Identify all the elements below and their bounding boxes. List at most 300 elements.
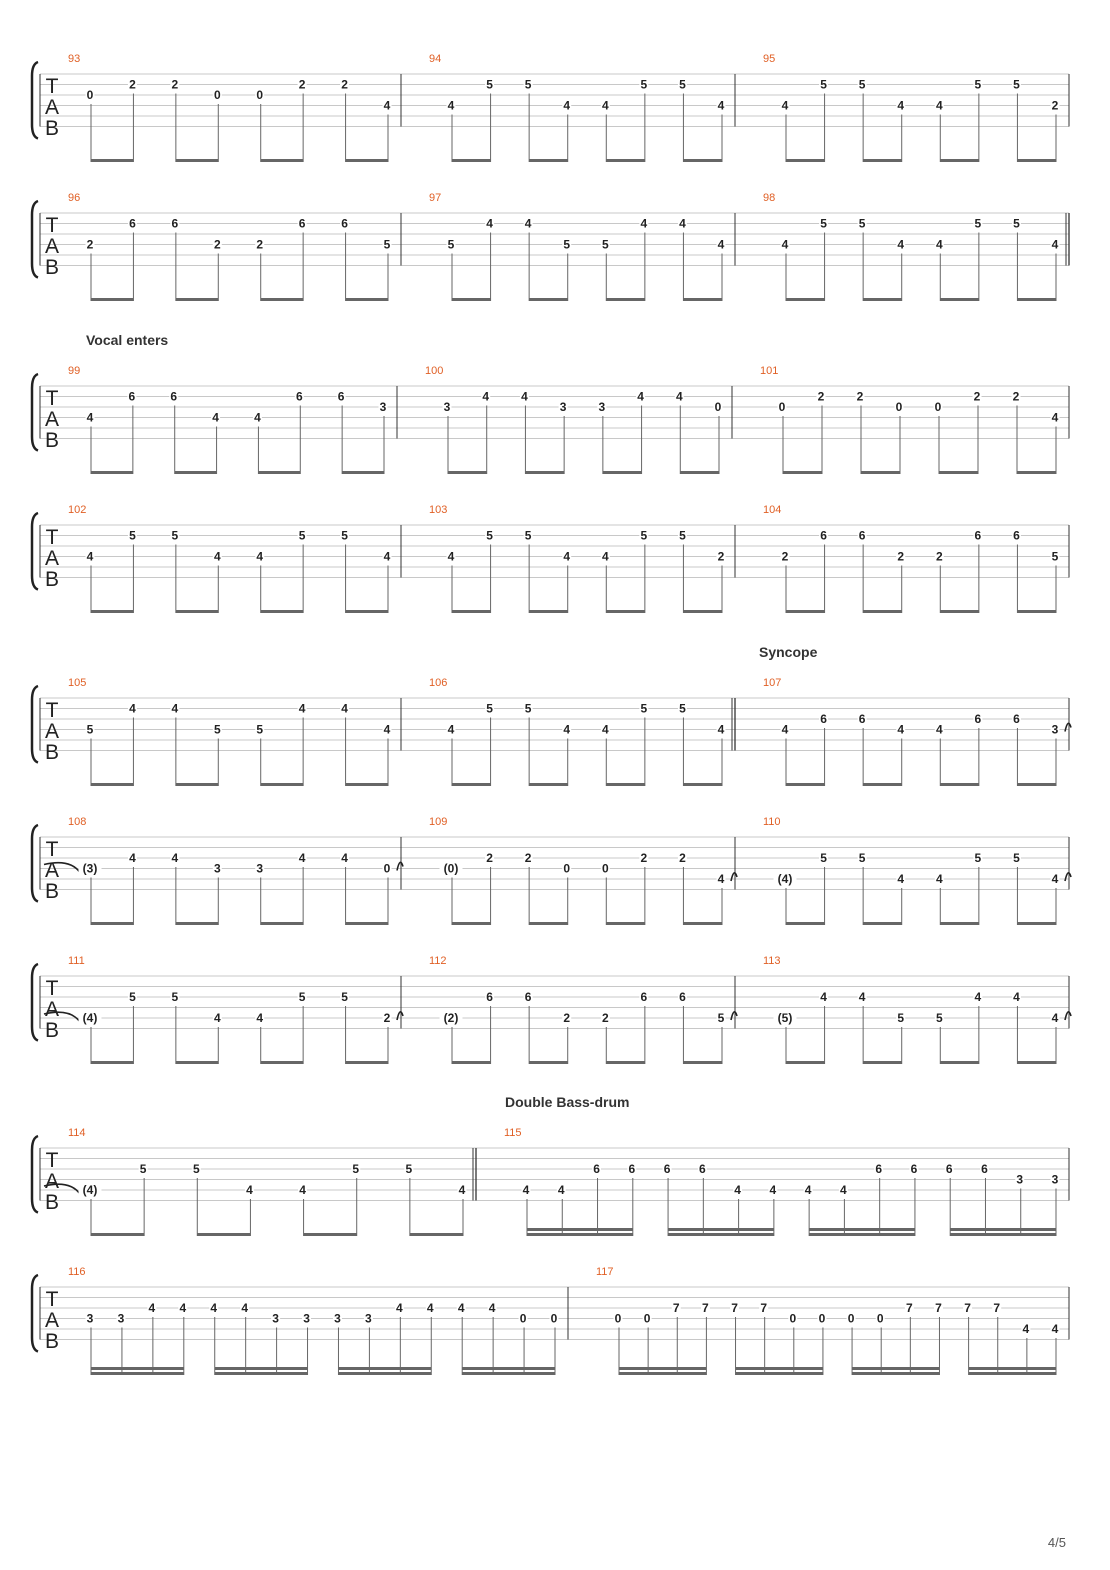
measure-number: 104 (763, 504, 782, 516)
fret-number: 5 (1013, 851, 1020, 865)
fret-number: 3 (303, 1311, 310, 1326)
fret-number: 4 (935, 722, 943, 737)
fret-number: 4 (522, 1183, 530, 1197)
beam (1017, 610, 1056, 613)
fret-number: 4 (804, 1183, 812, 1197)
fret-number: 6 (910, 1162, 918, 1176)
measure (44, 1127, 467, 1236)
fret-number: 0 (550, 1311, 558, 1326)
beam (346, 298, 388, 301)
fret-number: 5 (486, 701, 493, 716)
fret-number: 6 (820, 528, 827, 543)
measure-number: 109 (429, 816, 448, 828)
tab-clef-letter: A (44, 720, 60, 743)
fret-number: (0) (443, 861, 459, 876)
tab-clef-letter: T (45, 977, 59, 1000)
fret-number: 4 (935, 872, 943, 886)
fret-number: 2 (601, 1011, 609, 1025)
fret-number: 0 (934, 400, 942, 414)
beam (346, 783, 388, 786)
fret-number: (3) (82, 861, 98, 876)
fret-number: 7 (964, 1301, 971, 1315)
measure (760, 365, 1060, 474)
fret-number: 2 (341, 77, 348, 92)
fret-number: 4 (171, 701, 179, 716)
measure-number: 117 (596, 1266, 614, 1278)
beam (969, 1372, 1056, 1375)
fret-number: 6 (171, 216, 179, 231)
beam (668, 1228, 774, 1231)
fret-number: 4 (897, 722, 905, 737)
fret-number: 5 (139, 1162, 147, 1176)
tab-clef-letter: T (45, 1288, 59, 1311)
fret-number: 4 (212, 410, 219, 425)
beam (680, 471, 719, 474)
fret-number: 3 (86, 1311, 94, 1326)
fret-number: 0 (643, 1311, 651, 1326)
beam (410, 1233, 463, 1236)
beam (783, 471, 822, 474)
measure-number: 115 (504, 1127, 522, 1139)
fret-number: 2 (817, 389, 825, 404)
fret-number: 4 (447, 722, 455, 737)
fret-number: 6 (679, 990, 686, 1004)
beam (346, 610, 388, 613)
fret-number: 3 (256, 861, 264, 876)
beam (529, 298, 568, 301)
fret-number: 4 (1022, 1322, 1030, 1336)
beam (304, 1233, 357, 1236)
fret-number: 4 (935, 237, 943, 252)
fret-number: 2 (1012, 389, 1020, 404)
beam (683, 298, 722, 301)
beam (176, 298, 218, 301)
fret-number: 7 (731, 1301, 738, 1315)
fret-number: 6 (524, 990, 532, 1004)
beam (91, 1367, 184, 1370)
beam (603, 471, 642, 474)
beam (261, 1061, 303, 1064)
fret-number: 5 (820, 77, 827, 92)
annotation-syncope: Syncope (759, 644, 818, 660)
fret-number: 6 (820, 712, 827, 726)
system-brace (32, 1275, 38, 1352)
tab-clef-letter: B (44, 256, 60, 279)
beam (529, 159, 568, 162)
beam (683, 783, 722, 786)
fret-number: 7 (702, 1301, 709, 1315)
tab-clef-letter: B (44, 1330, 60, 1353)
tab-system (32, 955, 1071, 1064)
fret-number: 4 (1051, 872, 1059, 886)
fret-number: 6 (875, 1162, 883, 1176)
beam (786, 783, 825, 786)
measure-number: 95 (763, 53, 776, 65)
tab-clef-letter: B (44, 429, 60, 452)
beam (91, 783, 133, 786)
fret-number: 4 (675, 389, 683, 404)
beam (175, 471, 217, 474)
fret-number: 4 (299, 1183, 306, 1197)
tab-clef-letter: B (44, 1191, 60, 1214)
fret-number: 2 (640, 851, 648, 865)
tab-clef-letter: T (45, 75, 59, 98)
annotation-vocal-enters: Vocal enters (86, 332, 169, 348)
fret-number: 6 (337, 389, 345, 404)
beam (683, 922, 722, 925)
beam (527, 1228, 633, 1231)
beam (1017, 922, 1056, 925)
tab-clef-letter: A (44, 96, 60, 119)
beam (527, 1233, 633, 1236)
fret-number: 6 (628, 1162, 636, 1176)
fret-number: 4 (1051, 410, 1059, 425)
measure (429, 677, 726, 786)
beam (950, 1228, 1056, 1231)
beam (786, 922, 825, 925)
beam (462, 1372, 555, 1375)
fret-number: 6 (295, 389, 303, 404)
fret-number: 6 (974, 528, 982, 543)
fret-number: 5 (563, 237, 571, 252)
fret-number: 4 (640, 216, 648, 231)
system-brace (32, 825, 38, 902)
fret-number: 4 (601, 98, 609, 113)
fret-number: 2 (973, 389, 981, 404)
fret-number: 4 (210, 1301, 218, 1315)
fret-number: 6 (593, 1162, 600, 1176)
fret-number: 5 (1013, 216, 1020, 231)
tab-clef-letter: T (45, 214, 59, 237)
tab-clef-letter: B (44, 117, 60, 140)
fret-number: 4 (254, 410, 261, 425)
fret-number: 4 (974, 990, 982, 1004)
fret-number: 5 (640, 77, 648, 92)
fret-number: 5 (858, 851, 866, 865)
tab-system (32, 365, 1069, 474)
beam (1017, 298, 1056, 301)
fret-number: 7 (760, 1301, 768, 1315)
measure-number: 101 (760, 365, 779, 377)
beam (258, 471, 300, 474)
tab-system (32, 677, 1071, 786)
fret-number: 6 (945, 1162, 953, 1176)
fret-number: 0 (789, 1311, 797, 1326)
fret-number: 0 (876, 1311, 884, 1326)
beam (529, 610, 568, 613)
tab-clef-letter: A (44, 859, 60, 882)
beam (452, 783, 491, 786)
annotation-double-bass-drum: Double Bass-drum (505, 1094, 630, 1110)
beam (529, 922, 568, 925)
beam (606, 159, 645, 162)
fret-number: 4 (679, 216, 686, 231)
fret-number: 4 (820, 990, 827, 1004)
beam (261, 159, 303, 162)
fret-number: 5 (974, 851, 982, 865)
fret-number: 6 (170, 389, 178, 404)
beam (606, 922, 645, 925)
fret-number: 6 (858, 712, 866, 726)
fret-number: 6 (663, 1162, 671, 1176)
fret-number: 5 (897, 1011, 905, 1025)
tab-system (32, 504, 1069, 613)
measure-number: 100 (425, 365, 444, 377)
measure-number: 103 (429, 504, 448, 516)
measure-number: 108 (68, 816, 87, 828)
fret-number: 4 (426, 1301, 434, 1315)
fret-number: 5 (298, 528, 306, 543)
fret-number: 3 (272, 1311, 279, 1326)
fret-number: (4) (82, 1183, 98, 1197)
beam (939, 471, 978, 474)
system-brace (32, 1136, 38, 1213)
fret-number: 4 (86, 549, 94, 564)
measure (429, 192, 726, 301)
measure-number: 111 (68, 955, 85, 967)
beam (606, 783, 645, 786)
fret-number: 5 (524, 701, 532, 716)
measure (44, 955, 403, 1064)
beam (1017, 159, 1056, 162)
beam (940, 783, 979, 786)
fret-number: 5 (640, 701, 648, 716)
tab-clef-letter: A (44, 235, 60, 258)
fret-number: 2 (213, 237, 221, 252)
beam (529, 1061, 568, 1064)
beam (529, 783, 568, 786)
system-brace (32, 686, 38, 763)
fret-number: 2 (935, 549, 943, 564)
fret-number: 4 (86, 410, 94, 425)
measure (429, 816, 737, 925)
beam (683, 159, 722, 162)
tie-arc (1065, 723, 1071, 731)
fret-number: 2 (171, 77, 179, 92)
beam (786, 298, 825, 301)
beam (176, 610, 218, 613)
beam (861, 471, 900, 474)
fret-number: 3 (365, 1311, 372, 1326)
fret-number: 0 (818, 1311, 826, 1326)
measure (68, 192, 392, 301)
fret-number: 3 (559, 400, 567, 414)
beam (619, 1367, 706, 1370)
fret-number: 0 (256, 88, 264, 102)
fret-number: 4 (717, 237, 725, 252)
fret-number: 4 (482, 389, 490, 404)
fret-number: 5 (486, 528, 493, 543)
fret-number: 4 (1051, 1322, 1059, 1336)
beam (863, 1061, 902, 1064)
beam (969, 1367, 1056, 1370)
beam (91, 610, 133, 613)
fret-number: 4 (129, 851, 136, 865)
fret-number: 5 (1013, 77, 1020, 92)
fret-number: 3 (213, 861, 221, 876)
fret-number: 5 (447, 237, 455, 252)
fret-number: 3 (1051, 722, 1059, 737)
measure (68, 1266, 559, 1375)
beam (452, 159, 491, 162)
fret-number: 0 (847, 1311, 855, 1326)
beam (606, 298, 645, 301)
beam (448, 471, 487, 474)
fret-number: 0 (714, 400, 722, 414)
beam (261, 783, 303, 786)
measure-number: 110 (763, 816, 781, 828)
fret-number: 4 (717, 722, 725, 737)
fret-number: 4 (395, 1301, 403, 1315)
fret-number: 4 (601, 722, 609, 737)
beam (462, 1367, 555, 1370)
fret-number: 4 (383, 98, 391, 113)
beam (940, 610, 979, 613)
fret-number: 6 (640, 990, 648, 1004)
fret-number: 2 (86, 237, 94, 252)
tie-arc (731, 1012, 737, 1020)
beam (176, 783, 218, 786)
beam (197, 1233, 250, 1236)
fret-number: 6 (341, 216, 348, 231)
fret-number: 0 (778, 400, 786, 414)
beam (452, 298, 491, 301)
tab-clef-letter: T (45, 526, 59, 549)
beam (215, 1372, 308, 1375)
fret-number: 5 (256, 722, 264, 737)
fret-number: 7 (905, 1301, 913, 1315)
fret-number: 4 (458, 1183, 466, 1197)
fret-number: 5 (679, 528, 686, 543)
fret-number: 5 (171, 528, 179, 543)
fret-number: 4 (781, 98, 789, 113)
tab-clef-letter: A (44, 1170, 60, 1193)
fret-number: 3 (598, 400, 606, 414)
system-brace (32, 62, 38, 139)
measure-number: 98 (763, 192, 776, 204)
fret-number: 5 (935, 1011, 943, 1025)
measure-number: 113 (763, 955, 781, 967)
tab-clef-letter: B (44, 1019, 60, 1042)
beam (619, 1372, 706, 1375)
fret-number: 4 (521, 389, 528, 404)
measure (68, 504, 392, 613)
fret-number: 5 (858, 216, 866, 231)
measure (763, 955, 1071, 1064)
measure-number: 99 (68, 365, 81, 377)
fret-number: 5 (679, 701, 686, 716)
fret-number: 4 (447, 98, 455, 113)
fret-number: 4 (637, 389, 644, 404)
beam (338, 1367, 431, 1370)
page-number: 4/5 (1047, 1535, 1066, 1550)
fret-number: 4 (717, 98, 725, 113)
fret-number: 4 (781, 722, 789, 737)
beam (91, 159, 133, 162)
beam (215, 1367, 308, 1370)
fret-number: 2 (717, 549, 725, 564)
measure (44, 816, 403, 925)
fret-number: 6 (858, 528, 866, 543)
tab-clef-letter: A (44, 1309, 60, 1332)
fret-number: 6 (974, 712, 982, 726)
tie-arc (1065, 1012, 1071, 1020)
beam (863, 922, 902, 925)
fret-number: 5 (298, 990, 306, 1004)
beam (338, 1372, 431, 1375)
beam (1017, 1061, 1056, 1064)
beam (606, 1061, 645, 1064)
fret-number: 6 (486, 990, 493, 1004)
fret-number: 2 (486, 851, 493, 865)
measure (68, 677, 392, 786)
measure (763, 677, 1071, 786)
tab-clef-letter: B (44, 741, 60, 764)
beam (342, 471, 384, 474)
beam (852, 1367, 939, 1370)
beam (809, 1233, 915, 1236)
fret-number: 3 (334, 1311, 341, 1326)
tie-arc (397, 1012, 403, 1020)
tab-clef-letter: A (44, 547, 60, 570)
fret-number: 4 (298, 851, 306, 865)
beam (950, 1233, 1056, 1236)
beam (452, 1061, 491, 1064)
beam (1017, 471, 1056, 474)
fret-number: (5) (777, 1011, 793, 1025)
fret-number: 5 (640, 528, 648, 543)
fret-number: 7 (993, 1301, 1001, 1315)
fret-number: 2 (524, 851, 532, 865)
fret-number: 4 (840, 1183, 847, 1197)
fret-number: 5 (129, 990, 136, 1004)
fret-number: 4 (383, 722, 391, 737)
beam (1017, 783, 1056, 786)
beam (91, 298, 133, 301)
measure-number: 112 (429, 955, 447, 967)
fret-number: 5 (974, 77, 982, 92)
beam (940, 159, 979, 162)
system-brace (32, 513, 38, 590)
fret-number: 3 (1051, 1172, 1059, 1187)
tab-clef-letter: A (44, 408, 60, 431)
fret-number: 0 (895, 400, 903, 414)
fret-number: 0 (383, 861, 391, 876)
measure (763, 504, 1060, 613)
fret-number: 5 (601, 237, 609, 252)
fret-number: 4 (524, 216, 532, 231)
measure (763, 192, 1060, 301)
fret-number: 4 (488, 1301, 496, 1315)
beam (852, 1372, 939, 1375)
fret-number: 4 (897, 237, 905, 252)
beam (940, 1061, 979, 1064)
fret-number: 3 (443, 400, 451, 414)
measure (429, 53, 726, 162)
beam (176, 1061, 218, 1064)
tie-arc (731, 873, 737, 881)
fret-number: 5 (717, 1011, 725, 1025)
fret-number: 4 (1051, 237, 1059, 252)
fret-number: 4 (148, 1301, 156, 1315)
fret-number: 5 (524, 77, 532, 92)
measure (763, 53, 1060, 162)
fret-number: 5 (820, 216, 827, 231)
tab-system (32, 53, 1069, 162)
fret-number: 4 (781, 237, 789, 252)
fret-number: 4 (897, 98, 905, 113)
fret-number: 6 (981, 1162, 988, 1176)
